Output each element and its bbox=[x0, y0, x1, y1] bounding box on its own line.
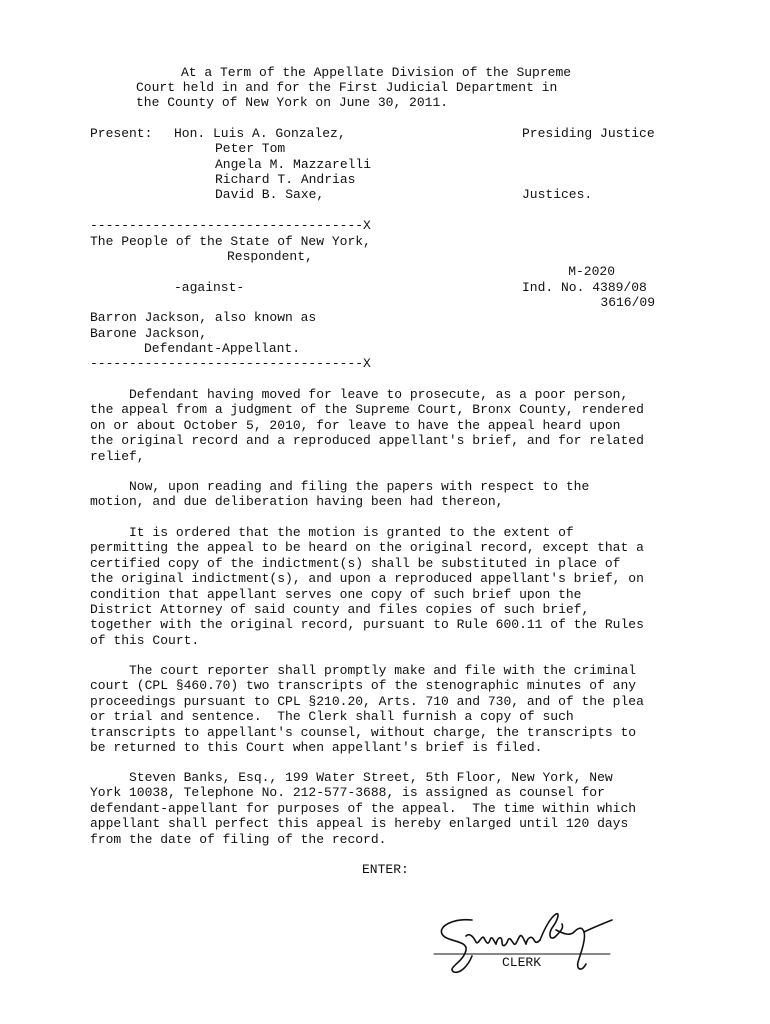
defendant-role: Defendant-Appellant. bbox=[144, 341, 301, 356]
text-line: proceedings pursuant to CPL §210.20, Arts. 710 and 730, and of the plea bbox=[90, 693, 644, 709]
presiding-justice-title: Presiding Justice bbox=[522, 126, 655, 141]
text-line: the appeal from a judgment of the Supreme Court, Bronx County, rendered bbox=[90, 402, 644, 418]
defendant-name: Barron Jackson, also known as bbox=[90, 310, 317, 325]
text-line: motion, and due deliberation having been had thereon, bbox=[90, 494, 504, 510]
judge-name: Hon. Luis A. Gonzalez, bbox=[174, 126, 346, 141]
text-line: condition that appellant serves one copy of such brief upon the bbox=[90, 586, 582, 602]
defendant-name: Barone Jackson, bbox=[90, 326, 208, 341]
present-label: Present: bbox=[90, 126, 153, 141]
paragraph-order bbox=[90, 525, 690, 648]
text-line: Now, upon reading and filing the papers with respect to the bbox=[90, 479, 590, 494]
text-line: the original indictment(s), and upon a reproduced appellant's brief, on bbox=[90, 571, 644, 587]
text-line: The court reporter shall promptly make and file with the criminal bbox=[90, 663, 637, 678]
paragraph-motion bbox=[90, 387, 690, 464]
judge-name: Angela M. Mazzarelli bbox=[215, 157, 372, 172]
judge-name: David B. Saxe, bbox=[215, 187, 325, 202]
text-line: Defendant having moved for leave to prosecute, as a poor person, bbox=[90, 387, 629, 402]
text-line: be returned to this Court when appellant's brief is filed. bbox=[90, 740, 543, 756]
text-line: together with the original record, pursuant to Rule 600.11 of the Rules bbox=[90, 617, 644, 633]
indictment-number-2: 3616/09 bbox=[600, 295, 655, 310]
plaintiff-name: The People of the State of New York, bbox=[90, 234, 371, 249]
header-line-3: the County of New York on June 30, 2011. bbox=[136, 95, 449, 110]
paragraph-counsel bbox=[90, 770, 690, 847]
enter-label: ENTER: bbox=[362, 862, 409, 877]
text-line: certified copy of the indictment(s) shall be substituted in place of bbox=[90, 555, 621, 571]
caption-rule-bottom: -----------------------------------X bbox=[90, 356, 371, 371]
text-line: permitting the appeal to be heard on the original record, except that a bbox=[90, 540, 644, 556]
versus-text: -against- bbox=[174, 280, 245, 295]
text-line: of this Court. bbox=[90, 632, 200, 648]
indictment-number: Ind. No. 4389/08 bbox=[522, 280, 647, 295]
judge-name: Peter Tom bbox=[215, 141, 286, 156]
text-line: appellant shall perfect this appeal is hereby enlarged until 120 days bbox=[90, 816, 629, 832]
paragraph-deliberation bbox=[90, 479, 690, 510]
text-line: court (CPL §460.70) two transcripts of the stenographic minutes of any bbox=[90, 678, 637, 694]
plaintiff-role: Respondent, bbox=[227, 249, 313, 264]
text-line: transcripts to appellant's counsel, without charge, the transcripts to bbox=[90, 724, 637, 740]
text-line: relief, bbox=[90, 448, 145, 464]
clerk-title: CLERK bbox=[502, 955, 542, 970]
justices-title: Justices. bbox=[522, 187, 593, 202]
motion-number: M-2020 bbox=[568, 264, 615, 279]
text-line: District Attorney of said county and files copies of such brief, bbox=[90, 602, 590, 618]
text-line: on or about October 5, 2010, for leave to have the appeal heard upon bbox=[90, 417, 621, 433]
caption-rule-top: -----------------------------------X bbox=[90, 218, 371, 233]
text-line: from the date of filing of the record. bbox=[90, 831, 387, 847]
text-line: defendant-appellant for purposes of the appeal. The time within which bbox=[90, 800, 637, 816]
header-line-2: Court held in and for the First Judicial Department in bbox=[136, 80, 558, 95]
text-line: or trial and sentence. The Clerk shall furnish a copy of such bbox=[90, 709, 574, 725]
paragraph-court-reporter bbox=[90, 663, 690, 755]
text-line: York 10038, Telephone No. 212-577-3688, is assigned as counsel for bbox=[90, 785, 605, 801]
judge-name: Richard T. Andrias bbox=[215, 172, 356, 187]
header-line-1: At a Term of the Appellate Division of the Supreme bbox=[181, 65, 572, 80]
text-line: the original record and a reproduced appellant's brief, and for related bbox=[90, 433, 644, 449]
text-line: Steven Banks, Esq., 199 Water Street, 5th Floor, New York, New bbox=[90, 770, 613, 785]
text-line: It is ordered that the motion is granted to the extent of bbox=[90, 525, 574, 540]
